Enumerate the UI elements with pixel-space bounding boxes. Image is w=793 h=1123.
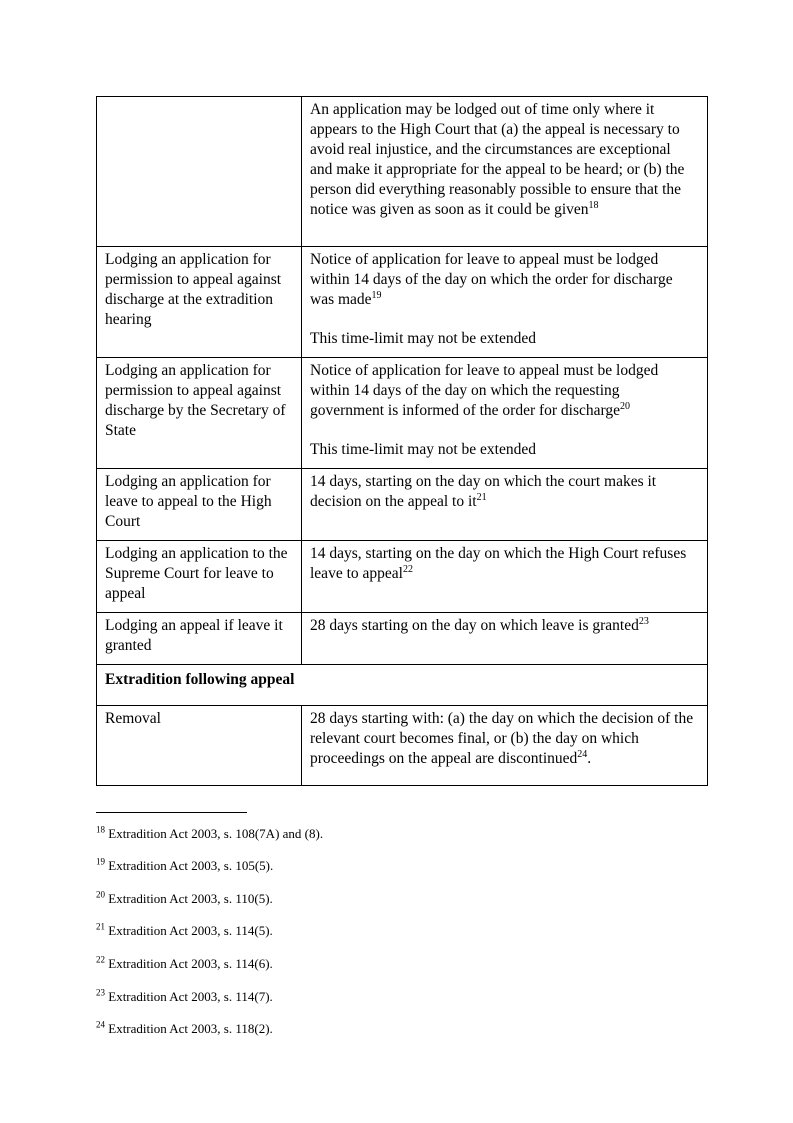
footnote-ref: 23 <box>638 615 649 627</box>
stage-cell <box>97 705 302 785</box>
footnote-item <box>96 891 708 907</box>
stage-cell <box>97 468 302 540</box>
footnote-number: 19 <box>96 856 105 867</box>
time-limit-cell <box>302 540 708 612</box>
stage-cell <box>97 612 302 664</box>
time-limit-cell <box>302 468 708 540</box>
time-limit-text <box>310 616 695 636</box>
table-row <box>97 357 708 468</box>
stage-cell <box>97 246 302 357</box>
footnote-number: 24 <box>96 1019 105 1030</box>
text-segment: An application may be lodged out of time only where it appears to the High Court that (a) the appeal is necessary to avoid real injustice, and the circumstances are exceptional and make it appropriate for the appeal to be heard; or (b) the person did everything reasonably possible to ensure that the notice was given as soon as it could be given <box>310 101 685 218</box>
appeal-time-limits-table <box>96 96 708 786</box>
text-segment: . <box>587 749 592 767</box>
footnote-number: 21 <box>96 922 105 933</box>
stage-cell <box>97 357 302 468</box>
text-segment: This time-limit may not be extended <box>310 440 536 458</box>
stage-text: Lodging an application for permission to appeal against discharge at the extradition hearing <box>105 250 282 328</box>
footnote-ref: 21 <box>476 491 487 503</box>
section-header-cell <box>97 664 708 705</box>
time-limit-note <box>310 329 695 349</box>
stage-text: Lodging an application for leave to appeal to the High Court <box>105 472 272 530</box>
text-segment: 28 days starting on the day on which leave is granted <box>310 616 639 634</box>
time-limit-text <box>310 100 695 220</box>
table-row <box>97 612 708 664</box>
footnote-text: Extradition Act 2003, s. 108(7A) and (8). <box>108 825 324 841</box>
table-row <box>97 705 708 785</box>
stage-text: Lodging an appeal if leave it granted <box>105 616 283 654</box>
time-limit-cell <box>302 705 708 785</box>
time-limit-text <box>310 709 695 769</box>
time-limit-text <box>310 250 695 310</box>
footnote-text: Extradition Act 2003, s. 110(5). <box>108 890 273 906</box>
time-limit-cell <box>302 357 708 468</box>
table-row <box>97 246 708 357</box>
text-segment: 14 days, starting on the day on which the High Court refuses leave to appeal <box>310 544 687 582</box>
footnotes-section <box>96 812 708 1037</box>
footnote-separator-rule <box>96 812 247 813</box>
footnote-text: Extradition Act 2003, s. 105(5). <box>108 858 274 874</box>
footnote-item <box>96 858 708 874</box>
section-header-text: Extradition following appeal <box>105 670 295 688</box>
footnote-text: Extradition Act 2003, s. 114(7). <box>108 988 273 1004</box>
footnote-number: 18 <box>96 824 105 835</box>
stage-text: Lodging an application for permission to appeal against discharge by the Secretary of State <box>105 361 286 439</box>
time-limit-text <box>310 544 695 584</box>
footnote-ref: 24 <box>577 748 588 760</box>
footnote-item <box>96 923 708 939</box>
footnote-ref: 19 <box>371 289 382 301</box>
table-body <box>97 97 708 786</box>
time-limit-text <box>310 472 695 512</box>
text-segment: Notice of application for leave to appeal must be lodged within 14 days of the day on which the order for discharge was made <box>310 250 673 308</box>
table-section-header-row <box>97 664 708 705</box>
time-limit-text <box>310 361 695 421</box>
text-segment: This time-limit may not be extended <box>310 329 536 347</box>
footnote-text: Extradition Act 2003, s. 118(2). <box>108 1021 273 1037</box>
footnote-item <box>96 826 708 842</box>
footnote-item <box>96 1021 708 1037</box>
footnote-number: 23 <box>96 987 105 998</box>
text-segment: 28 days starting with: (a) the day on which the decision of the relevant court becomes final, or (b) the day on which proceedings on the appeal are discontinued <box>310 709 694 767</box>
footnote-text: Extradition Act 2003, s. 114(6). <box>108 955 273 971</box>
stage-text: Removal <box>105 709 161 727</box>
table-row <box>97 468 708 540</box>
footnote-number: 22 <box>96 954 105 965</box>
table-row <box>97 97 708 247</box>
footnote-item <box>96 956 708 972</box>
time-limit-note <box>310 440 695 460</box>
footnote-number: 20 <box>96 889 105 900</box>
footnote-ref: 20 <box>620 400 631 412</box>
footnote-ref: 22 <box>402 563 413 575</box>
footnote-text: Extradition Act 2003, s. 114(5). <box>108 923 273 939</box>
time-limit-cell <box>302 612 708 664</box>
text-segment: Notice of application for leave to appeal must be lodged within 14 days of the day on which the requesting government is informed of the order for discharge <box>310 361 659 419</box>
stage-text: Lodging an application to the Supreme Court for leave to appeal <box>105 544 288 602</box>
footnote-ref: 18 <box>588 199 599 211</box>
stage-cell <box>97 97 302 247</box>
footnote-item <box>96 989 708 1005</box>
time-limit-cell <box>302 246 708 357</box>
time-limit-cell <box>302 97 708 247</box>
stage-cell <box>97 540 302 612</box>
text-segment: 14 days, starting on the day on which the court makes it decision on the appeal to it <box>310 472 657 510</box>
table-row <box>97 540 708 612</box>
